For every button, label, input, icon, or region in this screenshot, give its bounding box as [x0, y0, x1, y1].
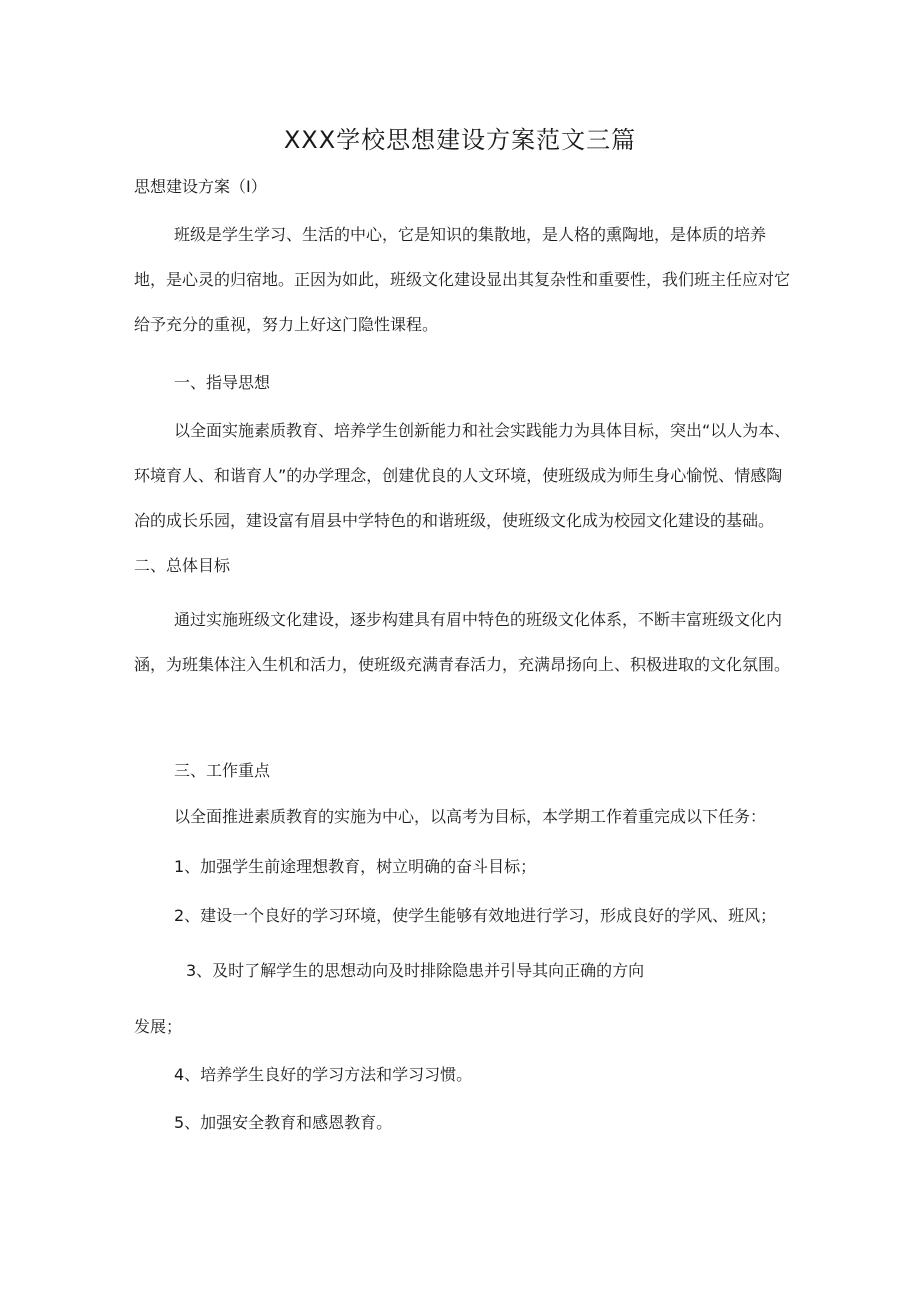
document-title: XXX学校思想建设方案范文三篇: [283, 126, 637, 154]
list-item-3: 3、及时了解学生的思想动向及时排除隐患并引导其向正确的方向: [186, 961, 645, 980]
list-item-1: 1、加强学生前途理想教育，树立明确的奋斗目标；: [174, 857, 537, 876]
intro-paragraph: 班级是学生学习、生活的中心，它是知识的集散地，是人格的熏陶地，是体质的培养地，是心灵的归宿地。正因为如此，班级文化建设显出其复杂性和重要性，我们班主任应对它给予充分的重视，努力上好这门隐性课程。: [134, 225, 791, 334]
section3-heading: 三、工作重点: [174, 761, 271, 780]
section1-paragraph: 以全面实施素质教育、培养学生创新能力和社会实践能力为具体目标，突出“以人为本、环境育人、和谐育人”的办学理念，创建优良的人文环境，使班级成为师生身心愉悦、情感陶冶的成长乐园，建设富有眉县中学特色的和谐班级，使班级文化成为校园文化建设的基础。二、总体目标: [134, 421, 791, 575]
document-subtitle: 思想建设方案（I）: [134, 177, 267, 196]
section1-heading: 一、指导思想: [174, 373, 271, 392]
list-item-2: 2、建设一个良好的学习环境，使学生能够有效地进行学习，形成良好的学风、班风；: [174, 906, 777, 925]
section3-intro: 以全面推进素质教育的实施为中心，以高考为目标，本学期工作着重完成以下任务：: [174, 807, 767, 826]
list-item-5: 5、加强安全教育和感恩教育。: [174, 1113, 393, 1132]
section2-paragraph: 通过实施班级文化建设，逐步构建具有眉中特色的班级文化体系，不断丰富班级文化内涵，为班集体注入生机和活力，使班级充满青春活力，充满昂扬向上、积极进取的文化氛围。: [134, 610, 791, 674]
list-item-3-continued: 发展；: [134, 1017, 183, 1036]
list-item-4: 4、培养学生良好的学习方法和学习习惯。: [174, 1065, 473, 1084]
